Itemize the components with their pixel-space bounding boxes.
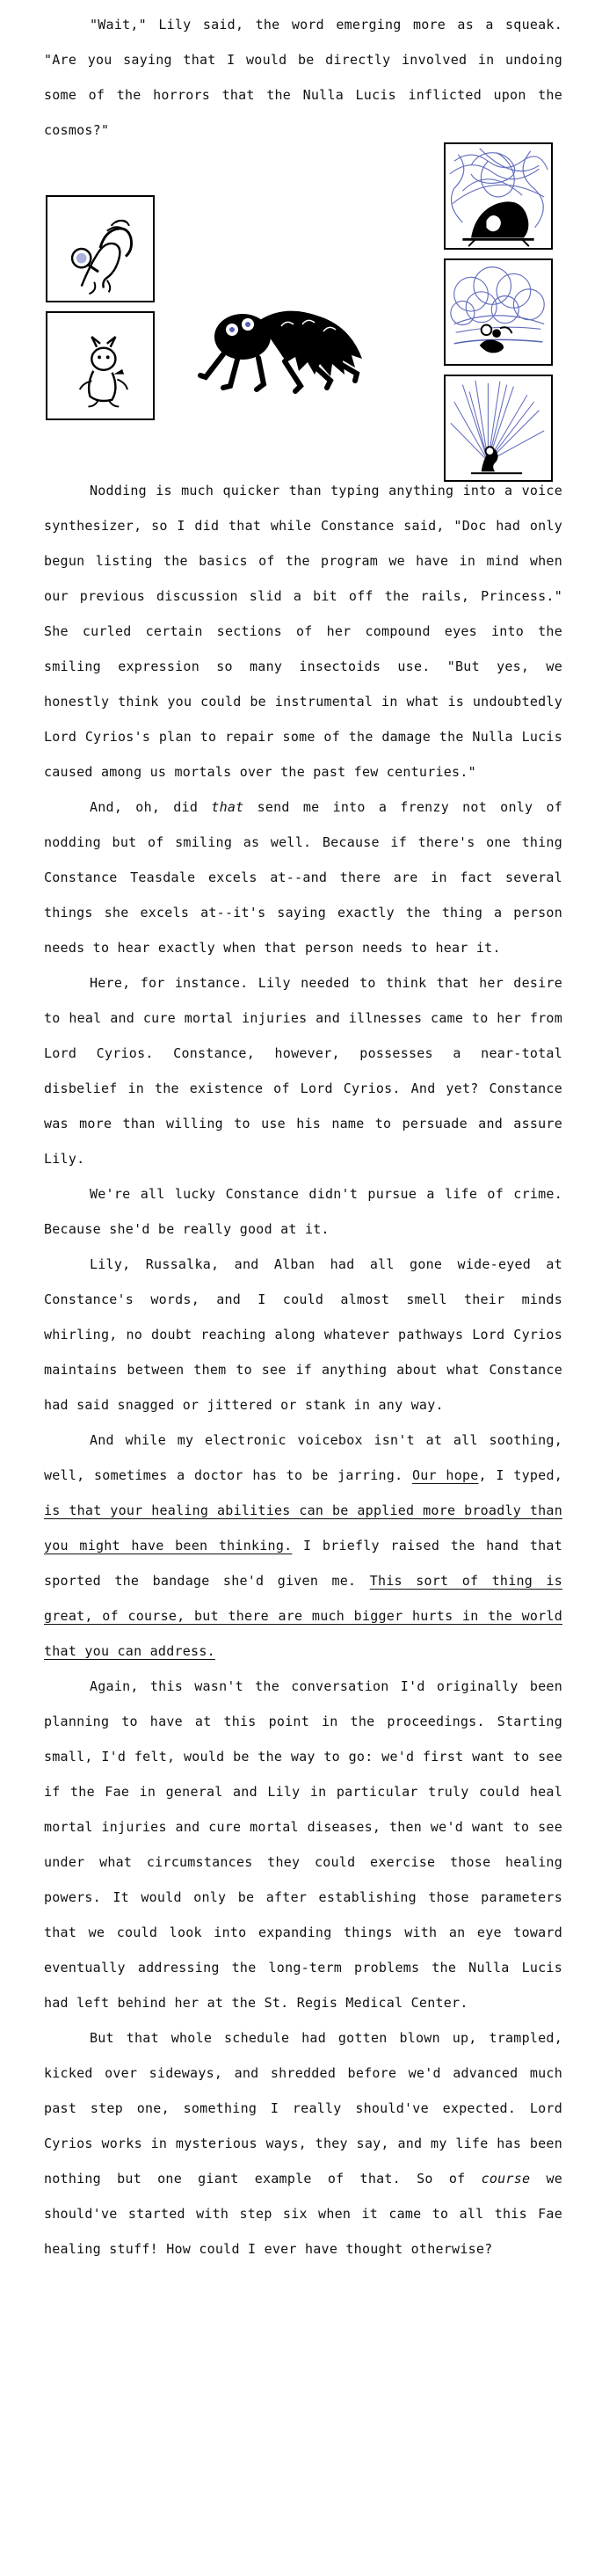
paragraph-text: We're all lucky Constance didn't pursue a life of crime. Because she'd be really good at it. bbox=[44, 1186, 562, 1237]
story-paragraph bbox=[44, 1176, 562, 1247]
paragraph-text: , I typed, bbox=[478, 1467, 563, 1483]
story-paragraph bbox=[44, 1247, 562, 1423]
paragraph-text: Again, this wasn't the conversation I'd originally been planning to have at this point in the proceedings. Starting small, I'd felt, would be the way to go: we'd first want to see if the Fae in general and Lily in particular truly could heal mortal injuries and cure mortal diseases, then we'd want to see under what circumstances they could exercise those healing powers. It would only be after establishing those parameters that we could look into expanding things with an eye toward eventually addressing the long-term problems the Nulla Lucis had left behind her at the St. Regis Medical Center. bbox=[44, 1678, 562, 2011]
paragraph-text: But that whole schedule had gotten blown up, trampled, kicked over sideways, and shredded before we'd advanced much past step one, something I really should've expected. Lord Cyrios works in mysterious ways, they say, and my life has been nothing but one giant example of that. So of bbox=[44, 2030, 562, 2187]
panel-scribble-figure bbox=[444, 142, 553, 250]
paragraph-text: we should've started with step six when it came to all this Fae healing stuff! How could I ever have thought otherwise? bbox=[44, 2171, 563, 2257]
panel-scribble-cloud bbox=[444, 258, 553, 366]
story-text-block bbox=[44, 473, 562, 2267]
scribble-burst-drawing bbox=[446, 376, 551, 480]
story-paragraph bbox=[44, 965, 562, 1176]
scribble-figure-drawing bbox=[446, 144, 551, 248]
emphasis-text: that bbox=[211, 799, 244, 815]
panel-lily-magnifier bbox=[46, 195, 155, 302]
story-paragraph bbox=[44, 2020, 562, 2267]
story-paragraphs bbox=[44, 473, 562, 2267]
paragraph-text: Here, for instance. Lily needed to think that her desire to heal and cure mortal injuries and illnesses came to her from Lord Cyrios. Constance, however, possesses a near-total disbelief in the existence of Lord Cyrios. And yet? Constance was more than willing to use his name to persuade and assure Lily. bbox=[44, 975, 562, 1167]
intro-text-block bbox=[44, 7, 562, 148]
story-paragraph bbox=[44, 790, 562, 965]
scribble-cloud-drawing bbox=[446, 260, 551, 364]
panel-small-creature bbox=[46, 311, 155, 420]
panel-scribble-burst bbox=[444, 375, 553, 482]
paragraph-text: send me into a frenzy not only of nodding but of smiling as well. Because if there's one thing Constance Teasdale excels at--and there are in fact several things she excels at--it's saying exactly the thing a person needs to hear exactly when that person needs to hear it. bbox=[44, 799, 563, 956]
paragraph-text: I briefly raised the hand that sported the bandage she'd given me. bbox=[44, 1538, 562, 1589]
paragraph-text: And while my electronic voicebox isn't at all soothing, well, sometimes a doctor has to be jarring. bbox=[44, 1432, 562, 1483]
paragraph-text: Nodding is much quicker than typing anything into a voice synthesizer, so I did that while Constance said, "Doc had only begun listing the basics of the program we have in mind when our previous discussion slid a bit off the rails, Princess." She curled certain sections of her compound eyes into the smiling expression so many insectoids use. "But yes, we honestly think you could be instrumental in what is undoubtedly Lord Cyrios's plan to repair some of the damage the Nulla Lucis caused among us mortals over the past few centuries." bbox=[44, 483, 562, 780]
emphasis-text: course bbox=[481, 2171, 531, 2187]
story-paragraph bbox=[44, 1669, 562, 2020]
story-paragraph bbox=[44, 473, 562, 790]
typed-speech-text: This sort of thing is great, of course, but there are much bigger hurts in the world that you can address. bbox=[44, 1573, 562, 1659]
fae-magnifier-drawing bbox=[47, 197, 153, 301]
typed-speech-text: Our hope bbox=[411, 1467, 479, 1483]
small-creature-drawing bbox=[47, 313, 153, 418]
paragraph-text: Lily, Russalka, and Alban had all gone wide-eyed at Constance's words, and I could almost smell their minds whirling, no doubt reaching along whatever pathways Lord Cyrios maintains between them to see if anything about what Constance had said snagged or jittered or stank in any way. bbox=[44, 1256, 562, 1413]
paragraph-text: And, oh, did bbox=[90, 799, 212, 815]
insectoid-creature-drawing bbox=[197, 286, 373, 400]
intro-paragraph: "Wait," Lily said, the word emerging more as a squeak. "Are you saying that I would be directly involved in undoing some of the horrors that the Nulla Lucis inflicted upon the cosmos?" bbox=[44, 17, 562, 138]
story-paragraph bbox=[44, 1423, 562, 1669]
typed-speech-text: is that your healing abilities can be applied more broadly than you might have been thinking. bbox=[44, 1503, 562, 1554]
